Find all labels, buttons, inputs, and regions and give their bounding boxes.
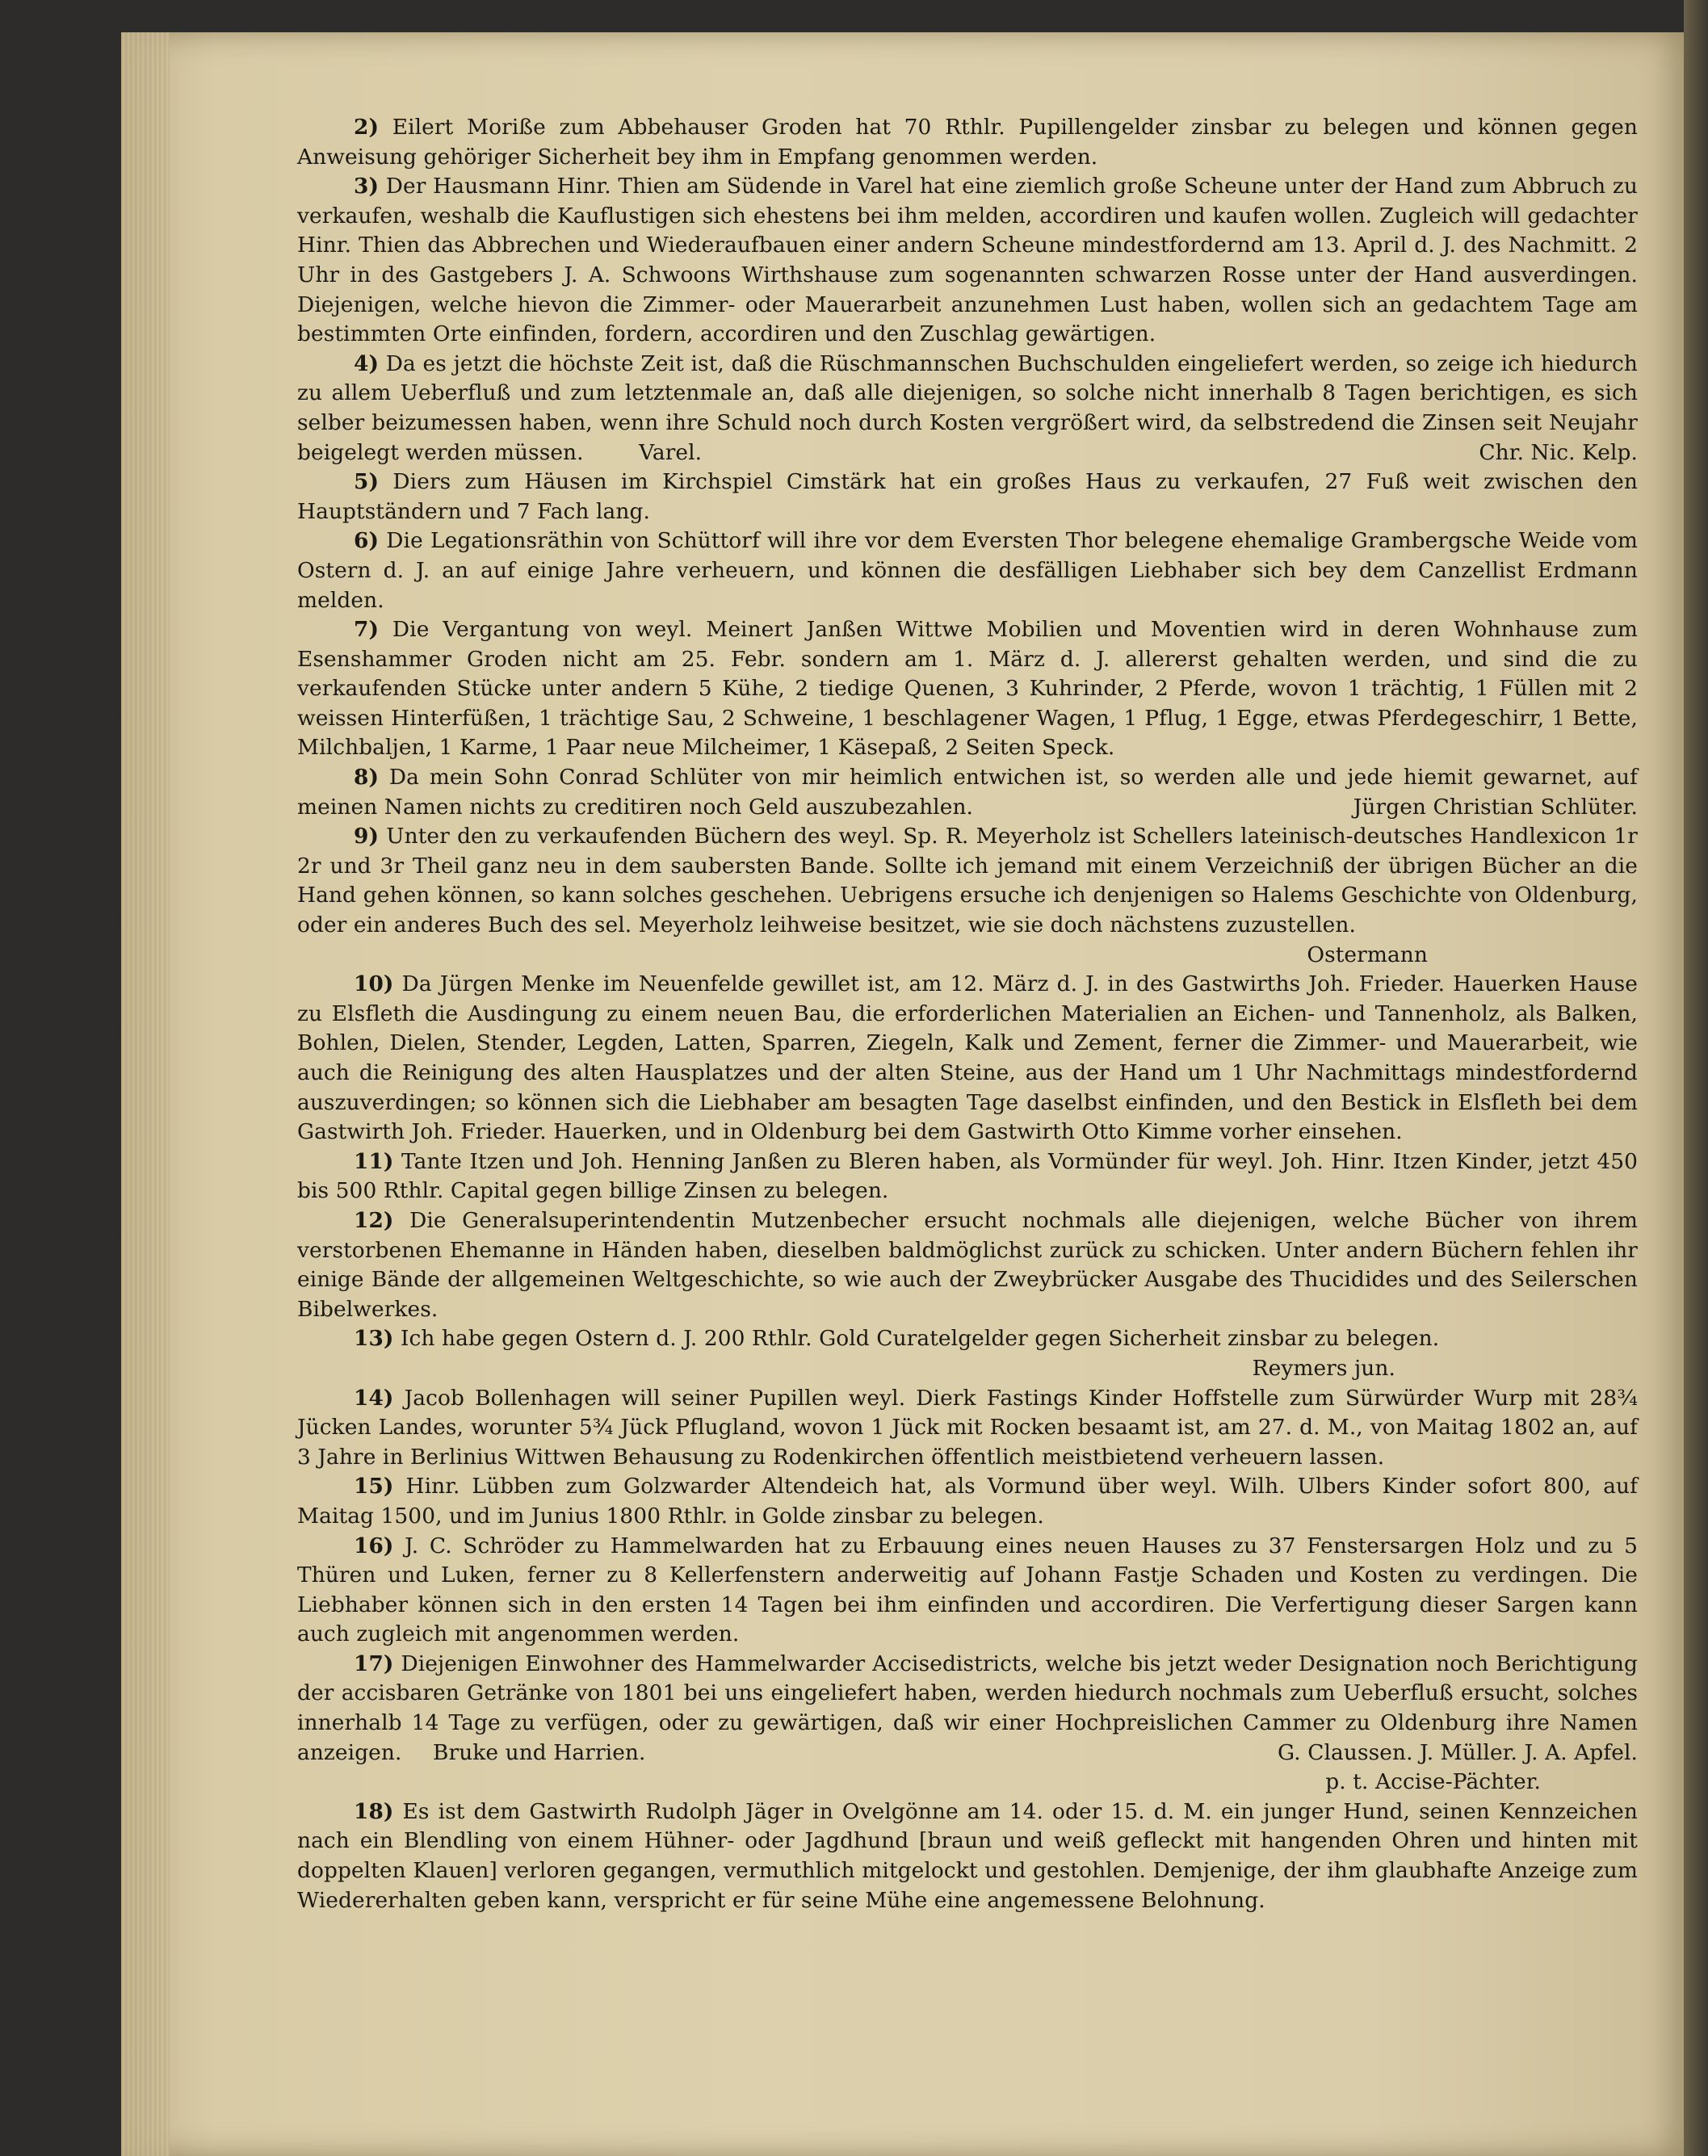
- notice-text: Diejenigen Einwohner des Hammelwarder Accisedistricts, welche bis jetzt weder Designation noch Berichtigung der accisbaren Getränke von 1801 bei uns eingeliefert haben, werden hiedurch nochmals zum Ueberfluß ersucht, solches innerhalb 14 Tage zu verfügen, oder zu gewärtigen, daß wir einer Hochpreislichen Cammer zu Oldenburg ihre Namen anzeigen.: [297, 1651, 1638, 1765]
- notice-6: [297, 526, 1638, 615]
- notice-signature-title: p. t. Accise-Pächter.: [1325, 1769, 1541, 1795]
- notice-number: 9): [354, 824, 380, 849]
- notice-text: Die Legationsräthin von Schüttorf will ihre vor dem Eversten Thor belegene ehemalige Grambergsche Weide vom Ostern d. J. an auf einige Jahre verheuern, und können die desfälligen Liebhaber sich bey dem Canzellist Erdmann melden.: [297, 528, 1638, 613]
- notice-text: Hinr. Lübben zum Golzwarder Altendeich hat, als Vormund über weyl. Wilh. Ulbers Kinder sofort 800, auf Maitag 1500, und im Junius 1800 Rthlr. in Golde zinsbar zu belegen.: [297, 1474, 1638, 1529]
- notice-text: Jacob Bollenhagen will seiner Pupillen weyl. Dierk Fastings Kinder Hoffstelle zum Sürwürder Wurp mit 28¾ Jücken Landes, worunter 5¾ Jück Pflugland, wovon 1 Jück mit Rocken besaamt ist, am 27. d. M., von Maitag 1802 an, auf 3 Jahre in Berlinius Wittwen Behausung zu Rodenkirchen öffentlich meistbietend verheuern lassen.: [297, 1385, 1638, 1470]
- notice-number: 3): [354, 174, 380, 199]
- notice-number: 16): [354, 1533, 394, 1558]
- notice-12: [297, 1206, 1638, 1324]
- notice-number: 8): [354, 765, 380, 791]
- notice-number: 17): [354, 1651, 394, 1676]
- notice-place: Varel.: [639, 439, 703, 465]
- notice-number: 10): [354, 971, 394, 997]
- notice-text: Die Generalsuperintendentin Mutzenbecher ersucht nochmals alle diejenigen, welche Bücher von ihrem verstorbenen Ehemanne in Händen haben, dieselben baldmöglichst zurück zu schicken. Unter andern Büchern fehlen ihr einige Bände der allgemeinen Weltgeschichte, so wie auch der Zweybrücker Ausgabe des Thucidides und des Seilerschen Bibelwerkes.: [297, 1207, 1638, 1322]
- notice-signature: Ostermann: [1307, 942, 1428, 967]
- notice-number: 4): [354, 350, 380, 376]
- notice-text: Es ist dem Gastwirth Rudolph Jäger in Ovelgönne am 14. oder 15. d. M. ein junger Hund, seinen Kennzeichen nach ein Blendling von einem Hühner- oder Jagdhund [braun und weiß gefleckt mit hangenden Ohren und hinten mit doppelten Klauen] verloren gegangen, vermuthlich mitgelockt und gestohlen. Demjenige, der ihm glaubhafte Anzeige zum Wiedererhalten geben kann, verspricht er für seine Mühe eine angemessene Belohnung.: [297, 1798, 1638, 1913]
- notice-text: Die Vergantung von weyl. Meinert Janßen Wittwe Mobilien und Moventien wird in deren Wohnhause zum Esenshammer Groden nicht am 25. Febr. sondern am 1. März d. J. allererst gehalten werden, und sind die zu verkaufenden Stücke unter andern 5 Kühe, 2 tiedige Quenen, 3 Kuhrinder, 2 Pferde, wovon 1 trächtig, 1 Füllen mit 2 weissen Hinterfüßen, 1 trächtige Sau, 2 Schweine, 1 beschlagener Wagen, 1 Pflug, 1 Egge, etwas Pferdegeschirr, 1 Bette, Milchbaljen, 1 Karme, 1 Paar neue Milcheimer, 1 Käsepaß, 2 Seiten Speck.: [297, 617, 1638, 761]
- notice-18: [297, 1797, 1638, 1915]
- notice-place: Bruke und Harrien.: [433, 1739, 646, 1765]
- notice-text: Ich habe gegen Ostern d. J. 200 Rthlr. Gold Curatelgelder gegen Sicherheit zinsbar zu belegen.: [401, 1326, 1440, 1352]
- notice-4: [297, 350, 1638, 468]
- notice-8: [297, 763, 1638, 822]
- notice-3: [297, 172, 1638, 350]
- notice-text: Da mein Sohn Conrad Schlüter von mir heimlich entwichen ist, so werden alle und jede hiemit gewarnet, auf meinen Namen nichts zu creditiren noch Geld auszubezahlen.: [297, 765, 1638, 820]
- notice-17: [297, 1650, 1638, 1768]
- notice-11: [297, 1147, 1638, 1206]
- notice-5: [297, 468, 1638, 526]
- notice-10: [297, 970, 1638, 1147]
- notice-13: [297, 1324, 1638, 1354]
- notice-number: 11): [354, 1148, 394, 1174]
- notice-text: Da Jürgen Menke im Neuenfelde gewillet ist, am 12. März d. J. in des Gastwirths Joh. Frieder. Hauerken Hause zu Elsfleth die Ausdingung zu einem neuen Bau, die erforderlichen Materialien an Eichen- und Tannenholz, als Balken, Bohlen, Dielen, Stender, Legden, Latten, Sparren, Ziegeln, Kalk und Zement, ferner die Zimmer- und Mauerarbeit, wie auch die Reinigung des alten Hausplatzes und der alten Steine, aus der Hand um 1 Uhr Nachmittags mindestfordernd auszuverdingen; so können sich die Liebhaber am besagten Tage daselbst einfinden, und den Bestick in Elsfleth bei dem Gastwirth Joh. Frieder. Hauerken, und in Oldenburg bei dem Gastwirth Otto Kimme vorher einsehen.: [297, 971, 1639, 1145]
- notice-16: [297, 1532, 1638, 1650]
- notice-text: Eilert Moriße zum Abbehauser Groden hat 70 Rthlr. Pupillengelder zinsbar zu belegen und können gegen Anweisung gehöriger Sicherheit bey ihm in Empfang genommen werden.: [297, 115, 1638, 170]
- book-gutter: [1684, 0, 1708, 2156]
- notice-number: 6): [354, 528, 380, 554]
- notice-signature: Reymers jun.: [1252, 1355, 1395, 1381]
- notice-signature: Jürgen Christian Schlüter.: [1353, 794, 1638, 820]
- page-edge-stack: [121, 32, 170, 2156]
- notice-number: 14): [354, 1385, 394, 1411]
- notice-15: [297, 1472, 1638, 1531]
- notice-signature: Chr. Nic. Kelp.: [1479, 439, 1638, 465]
- notice-number: 13): [354, 1326, 394, 1352]
- notice-signature: G. Claussen. J. Müller. J. A. Apfel.: [1278, 1739, 1638, 1765]
- notice-number: 5): [354, 469, 380, 495]
- notice-column: [297, 113, 1638, 1915]
- notice-14: [297, 1384, 1638, 1473]
- notice-number: 15): [354, 1474, 394, 1500]
- notice-7: [297, 615, 1638, 763]
- notice-number: 18): [354, 1798, 394, 1824]
- notice-9: [297, 822, 1638, 940]
- notice-number: 7): [354, 617, 380, 643]
- notice-2: [297, 113, 1638, 172]
- notice-text: Tante Itzen und Joh. Henning Janßen zu Bleren haben, als Vormünder für weyl. Joh. Hinr. Itzen Kinder, jetzt 450 bis 500 Rthlr. Capital gegen billige Zinsen zu belegen.: [297, 1148, 1638, 1204]
- notice-text: Unter den zu verkaufenden Büchern des weyl. Sp. R. Meyerholz ist Schellers lateinisch-deutsches Handlexicon 1r 2r und 3r Theil ganz neu in dem saubersten Bande. Sollte ich jemand mit einem Verzeichniß der übrigen Bücher an die Hand gehen können, so kann solches geschehen. Uebrigens ersuche ich denjenigen so Halems Geschichte von Oldenburg, oder ein anderes Buch des sel. Meyerholz leihweise besitzet, wie sie doch nächstens zuzustellen.: [297, 824, 1638, 938]
- notice-text: J. C. Schröder zu Hammelwarden hat zu Erbauung eines neuen Hauses zu 37 Fenstersargen Holz und zu 5 Thüren und Luken, ferner zu 8 Kellerfenstern anderweitig auf Johann Fastje Schaden und Kosten zu verdingen. Die Liebhaber können sich in den ersten 14 Tagen bei ihm einfinden und accordiren. Die Verfertigung dieser Sargen kann auch zugleich mit angenommen werden.: [297, 1533, 1638, 1647]
- notice-number: 12): [354, 1207, 394, 1233]
- notice-number: 2): [354, 115, 380, 140]
- notice-text: Diers zum Häusen im Kirchspiel Cimstärk hat ein großes Haus zu verkaufen, 27 Fuß weit zwischen den Hauptständern und 7 Fach lang.: [297, 469, 1638, 524]
- notice-text: Da es jetzt die höchste Zeit ist, daß die Rüschmannschen Buchschulden eingeliefert werden, so zeige ich hiedurch zu allem Ueberfluß und zum letztenmale an, daß alle diejenigen, so solche nicht innerhalb 8 Tagen berichtigen, es sich selber beizumessen haben, wenn ihre Schuld noch durch Kosten vergrößert wird, da selbstredend die Zinsen seit Neujahr beigelegt werden müssen.: [297, 350, 1638, 465]
- notice-text: Der Hausmann Hinr. Thien am Südende in Varel hat eine ziemlich große Scheune unter der Hand zum Abbruch zu verkaufen, weshalb die Kauflustigen sich ehestens bei ihm melden, accordiren und kaufen wollen. Zugleich will gedachter Hinr. Thien das Abbrechen und Wiederaufbauen einer andern Scheune mindestfordernd am 13. April d. J. des Nachmitt. 2 Uhr in des Gastgebers J. A. Schwoons Wirthshause zum sogenannten schwarzen Rosse unter der Hand ausverdingen. Diejenigen, welche hievon die Zimmer- oder Mauerarbeit anzunehmen Lust haben, wollen sich an gedachtem Tage am bestimmten Orte einfinden, fordern, accordiren und den Zuschlag gewärtigen.: [297, 174, 1638, 347]
